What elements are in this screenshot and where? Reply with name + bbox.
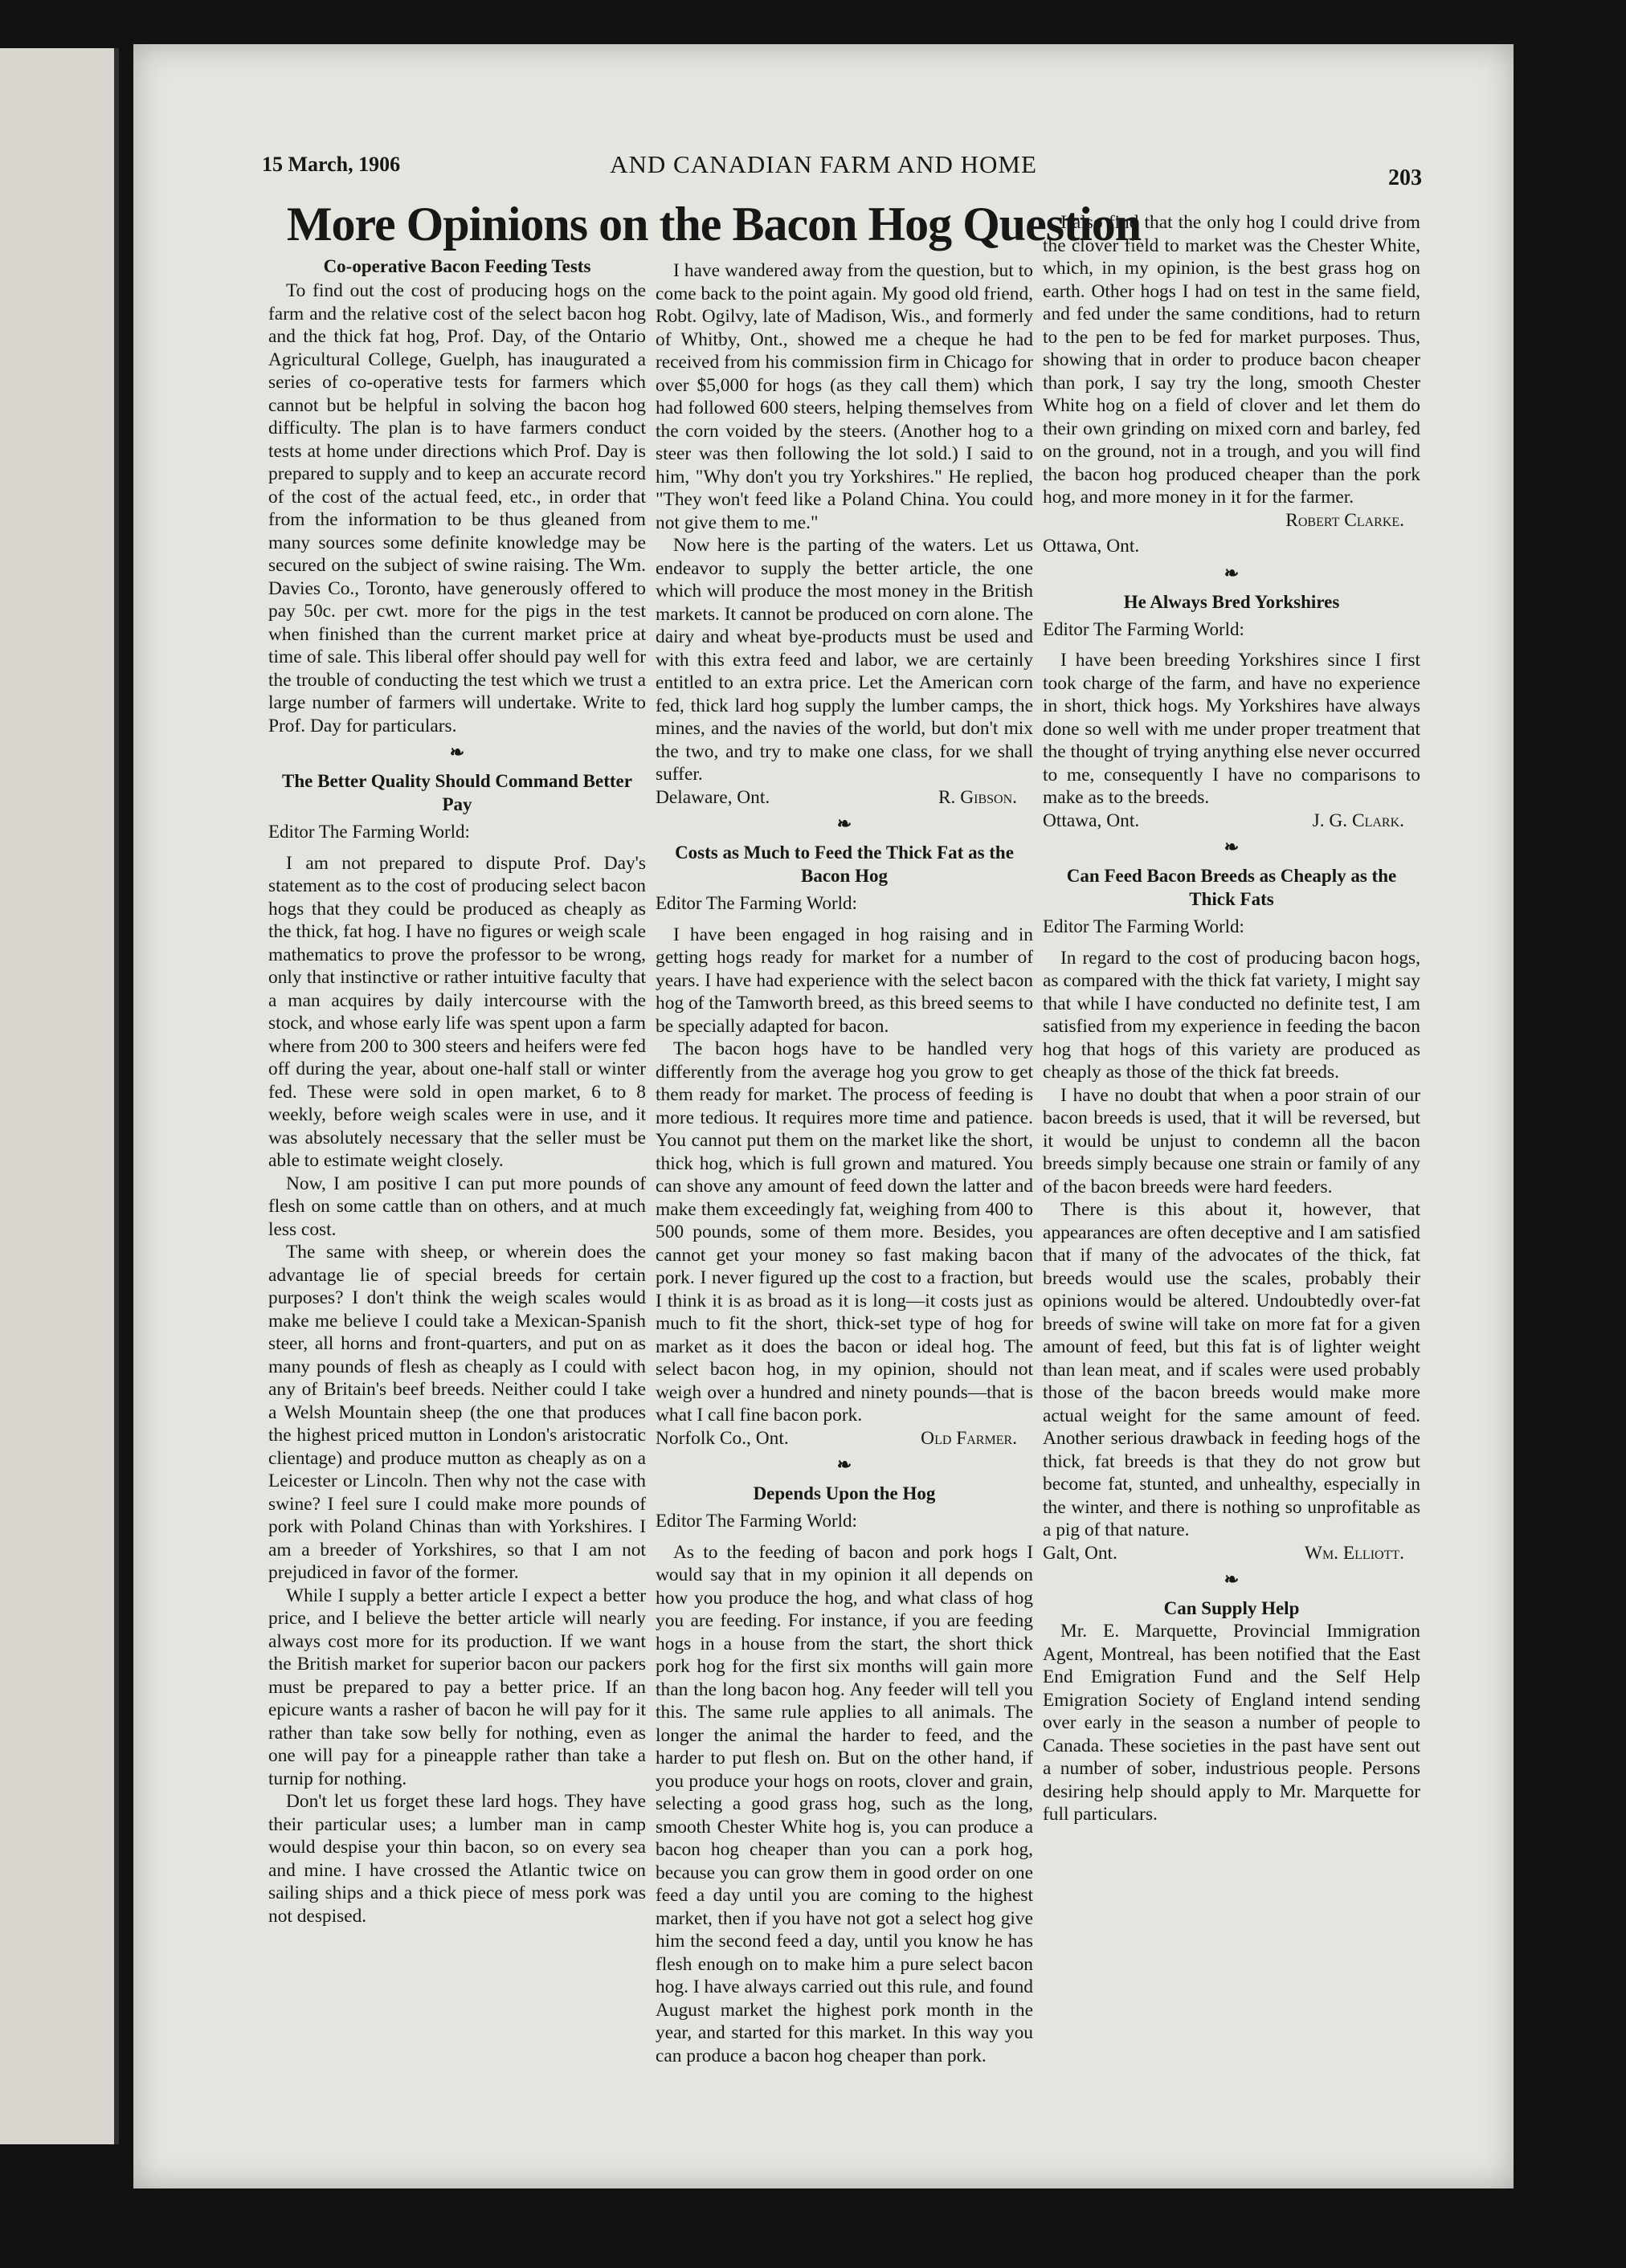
editor-line: Editor The Farming World: [656, 893, 857, 913]
column-1 [268, 255, 646, 1927]
ornament-icon: ❧ [1224, 562, 1240, 583]
signature: R. Gibson. [938, 786, 1017, 808]
signature-line [1043, 509, 1420, 532]
ornament-icon: ❧ [1224, 1569, 1240, 1589]
heading-supply-help: Can Supply Help [1163, 1598, 1300, 1618]
paragraph: To find out the cost of producing hogs on the farm and the relative cost of the select bacon hog and the thick fat hog, Prof. Day, of the Ontario Agricultural College, Guelph, has inaugurated a series of co-operative tests for farmers which cannot but be helpful in solving the bacon hog difficulty. The plan is to have farmers conduct tests at home under directions which Prof. Day is prepared to supply and to keep an accurate record of the cost of the actual feed, etc., in order that from the information to be thus gleaned from many sources some definite knowledge may be secured on the subject of swine raising. The Wm. Davies Co., Toronto, have generously offered to pay 50c. per cwt. more for the pigs in the test when finished than the current market price at time of sale. This liberal offer should pay well for the trouble of conducting the test which we trust a large number of farmers will undertake. Write to Prof. Day for particulars. [268, 280, 646, 736]
place: Galt, Ont. [1043, 1542, 1117, 1564]
paragraph: As to the feeding of bacon and pork hogs I would say that in my opinion it all depends on how you produce the hog, and what class of hog you are feeding. For instance, if you are feeding hogs in a house from the start, the short thick pork hog for the first six months will gain more than the long bacon hog. Any feeder will tell you this. The same rule applies to all animals. The longer the animal the harder to feed, and the harder to put flesh on. But on the other hand, if you produce your hogs on roots, clover and grain, selecting a good grass hog, such as the long, smooth Chester White hog is, you can produce a bacon hog cheaper than you can a pork hog, because you can grow them in good order on one feed a day until you are coming to the highest market, then if you have not got a select hog give him the second feed a day, until you know he has flesh enough on to make him a pure select bacon hog. I have always carried out this rule, and found August market the highest pork month in the year, and started for this market. In this way you can produce a bacon hog cheaper than pork. [656, 1541, 1033, 2066]
heading-cheaply: Can Feed Bacon Breeds as Cheaply as the Thick Fats [1066, 866, 1397, 909]
running-title: AND CANADIAN FARM AND HOME [610, 150, 1037, 178]
paragraph: I have wandered away from the question, but to come back to the point again. My good old friend, Robt. Ogilvy, late of Madison, Wis., and formerly of Whitby, Ont., showed me a cheque he had received from his commission firm in Chicago for over $5,000 for hogs (as they call them) which had followed 600 steers, helping themselves from the corn voided by the steers. (Another hog to a steer was then following the lot sold.) I said to him, "Why don't you try Yorkshires." He replied, "They won't feed like a Poland China. You could not give them to me." [656, 260, 1033, 533]
paragraph: I have been engaged in hog raising and in getting hogs ready for market for a number of years. I have had experience with the select bacon hog of the Tamworth breed, as this breed seems to be specially adapted for bacon. [656, 924, 1033, 1037]
paragraph: There is this about it, however, that appearances are often deceptive and I am satisfied that if many of the advocates of the thick, fat breeds would use the scales, probably their opinions would be altered. Undoubtedly over-fat breeds of swine will take on more fat for a given amount of feed, but this fat is of lighter weight than lean meat, and if scales were used probably those of the bacon breeds would make more actual weight for the same amount of feed. Another serious drawback in feeding hogs of the thick, fat breeds is that they do not grow but become fat, stunted, and unhealthy, especially in the winter, and there is nothing so unprofitable as a pig of that nature. [1043, 1199, 1420, 1540]
heading-yorkshires: He Always Bred Yorkshires [1123, 591, 1340, 612]
signature: Robert Clarke. [1285, 509, 1404, 531]
newspaper-page [133, 44, 1514, 2188]
heading-depends: Depends Upon the Hog [753, 1483, 936, 1503]
page-number: 203 [1388, 165, 1422, 190]
ornament-icon: ❧ [1224, 837, 1240, 857]
editor-line: Editor The Farming World: [1043, 916, 1244, 936]
paragraph: In regard to the cost of producing bacon hogs, as compared with the thick fat variety, I might say that while I have conducted no definite test, I am satisfied from my experience in feeding the bacon hog that hogs of this variety are produced as cheaply as those of the thick fat breeds. [1043, 947, 1420, 1083]
ornament-icon: ❧ [449, 742, 465, 762]
editor-line: Editor The Farming World: [656, 1511, 857, 1531]
paragraph: Now here is the parting of the waters. Let us endeavor to supply the better article, the one which will produce the most money in the British markets. It cannot be produced on corn alone. The dairy and wheat bye-products must be used and with this extra feed and labor, we are certainly entitled to an extra price. Let the American corn fed, thick lard hog supply the lumber camps, the mines, and the navies of the world, but don't mix the two, and try to make one class, for we shall suffer. [656, 535, 1033, 785]
paragraph: The same with sheep, or wherein does the advantage lie of special breeds for certain purposes? I don't think the weigh scales would make me believe I could take a Mexican-Spanish steer, all horns and front-quarters, and put on as many pounds of flesh as cheaply as I could with any of Britain's beef breeds. Neither could I take a Welsh Mountain sheep (the one that produces the highest priced mutton in London's aristocratic clientage) and produce mutton as cheaply as on a Leicester or Lincoln. Then why not the case with swine? I feel sure I could make more pounds of pork with Poland Chinas than with Yorkshires. I am a breeder of Yorkshires, so that I am not prejudiced in favor of the former. [268, 1242, 646, 1583]
place: Delaware, Ont. [656, 786, 770, 808]
signature-line [1043, 1542, 1420, 1565]
paragraph: I have been breeding Yorkshires since I first took charge of the farm, and have no experience in short, thick hogs. My Yorkshires have always done so well with me under proper treatment that the thought of trying anything else never occurred to me, consequently I have no comparisons to make as to the breeds. [1043, 650, 1420, 808]
paragraph: I have no doubt that when a poor strain of our bacon breeds is used, that it will be reversed, but it would be unjust to condemn all the bacon breeds simply because one strain or family of any of the bacon breeds were hard feeders. [1043, 1084, 1420, 1197]
signature-line [656, 786, 1033, 810]
issue-date: 15 March, 1906 [262, 153, 401, 176]
heading-costs-much: Costs as Much to Feed the Thick Fat as the Bacon Hog [675, 842, 1014, 886]
main-headline: More Opinions on the Bacon Hog Question [286, 198, 1142, 251]
column-3 [1043, 211, 1420, 1826]
page-header [133, 150, 1514, 193]
place: Ottawa, Ont. [1043, 536, 1140, 557]
editor-line: Editor The Farming World: [268, 822, 470, 842]
paragraph: Don't let us forget these lard hogs. They have their particular uses; a lumber man in camp would despise your thin bacon, so on every sea and mine. I have crossed the Atlantic twice on sailing ships and a thick piece of mess pork was not despised. [268, 1791, 646, 1927]
paragraph: The bacon hogs have to be handled very differently from the average hog you grow to get them ready for market. The process of feeding is more tedious. It requires more time and patience. You cannot put them on the market like the short, thick hog, which is full grown and matured. You can shove any amount of feed down the latter and make them exceedingly fat, weighing from 400 to 500 pounds, some of them more. Besides, you cannot get your money so fast making bacon pork. I never figured up the cost to a fraction, but I think it is as broad as it is long—it costs just as much to fit the short, thick-set type of hog for market as it does the bacon or ideal hog. The select bacon hog, in my opinion, should not weigh over a hundred and ninety pounds—that is what I call fine bacon pork. [656, 1038, 1033, 1426]
signature-line [656, 1427, 1033, 1450]
paragraph: Mr. E. Marquette, Provincial Immigration Agent, Montreal, has been notified that the East End Emigration Fund and the Self Help Emigration Society of England intend sending over early in the season a number of people to Canada. These societies in the past have sent out a number of sober, industrious people. Persons desiring help should apply to Mr. Marquette for full particulars. [1043, 1621, 1420, 1825]
place: Ottawa, Ont. [1043, 810, 1140, 831]
editor-line: Editor The Farming World: [1043, 618, 1244, 639]
ornament-icon: ❧ [836, 1454, 852, 1475]
paragraph: I also find that the only hog I could drive from the clover field to market was the Chester White, which, in my opinion, is the best grass hog on earth. Other hogs I had on test in the same field, and fed under the same conditions, had to return to the pen to be fed for market purposes. Thus, showing that in order to produce bacon cheaper than pork, I say try the long, smooth Chester White hog on a field of clover and let them do their own grinding on mixed corn and barley, fed on the ground, not in a trough, and you will find the bacon hog produced cheaper than the pork hog, and more money in it for the farmer. [1043, 212, 1420, 508]
place: Norfolk Co., Ont. [656, 1427, 789, 1449]
signature: J. G. Clark. [1312, 810, 1404, 831]
adjacent-page-edge [0, 48, 119, 2144]
signature-line [1043, 810, 1420, 833]
heading-better-quality: The Better Quality Should Command Better Pay [282, 771, 632, 814]
ornament-icon: ❧ [836, 814, 852, 834]
heading-coop: Co-operative Bacon Feeding Tests [323, 256, 591, 276]
paragraph: While I supply a better article I expect a better price, and I believe the better article will nearly always cost more for its production. If we want the British market for superior bacon our packers must be prepared to pay a better price. If an epicure wants a rasher of bacon he will pay for it rather than take sow belly for nothing, even as one will pay for a pineapple rather than take a turnip for nothing. [268, 1585, 646, 1789]
paragraph: Now, I am positive I can put more pounds of flesh on some cattle than on others, and at much less cost. [268, 1173, 646, 1240]
signature: Old Farmer. [921, 1427, 1017, 1449]
paragraph: I am not prepared to dispute Prof. Day's statement as to the cost of producing select bacon hogs that they could be produced as cheaply as the thick, fat hog. I have no figures or weigh scale mathematics to prove the professor to be wrong, only that instinctive or rather intuitive faculty that a man acquires by daily intercourse with the stock, and whose early life was spent upon a farm where from 200 to 300 steers and heifers were fed off during the year, about one-half stall or winter fed. These were sold in open market, 6 to 8 weekly, before weigh scales were in use, and it was absolutely necessary that the seller must be able to estimate weight closely. [268, 852, 646, 1171]
signature: Wm. Elliott. [1304, 1542, 1404, 1564]
column-2 [656, 259, 1033, 2067]
